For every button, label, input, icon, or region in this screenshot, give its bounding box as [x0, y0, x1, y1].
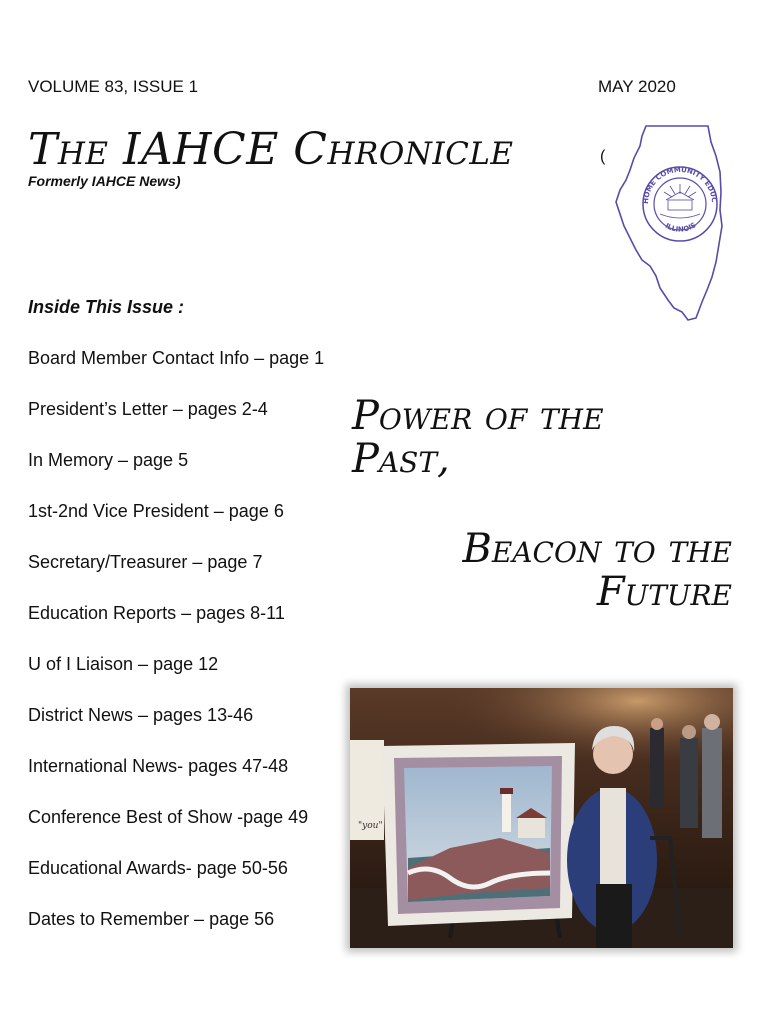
seal-bottom-text: ILLINOIS [663, 221, 698, 234]
theme-line-2: Past, [352, 436, 450, 482]
stray-paren: ( [600, 148, 606, 165]
toc-item: Dates to Remember – page 56 [28, 909, 275, 929]
toc-item: In Memory – page 5 [28, 450, 189, 470]
toc-item: Conference Best of Show -page 49 [28, 807, 309, 827]
toc-heading: Inside This Issue : [28, 297, 185, 317]
toc-item: President’s Letter – pages 2-4 [28, 399, 268, 419]
issue-date: MAY 2020 [598, 77, 676, 96]
theme-headline-top [352, 395, 732, 481]
theme-line-3: Beacon to the [462, 526, 732, 572]
theme-line-4: Future [596, 569, 732, 615]
toc-item: 1st-2nd Vice President – page 6 [28, 501, 284, 521]
toc-item: U of I Liaison – page 12 [28, 654, 219, 674]
theme-headline-bottom [352, 528, 732, 614]
toc-item: International News- pages 47-48 [28, 756, 289, 776]
volume-issue: VOLUME 83, ISSUE 1 [28, 77, 199, 96]
sign-text: "you" [358, 821, 383, 831]
illinois-map-seal-icon [612, 122, 734, 322]
table-of-contents [28, 348, 324, 960]
toc-item: Board Member Contact Info – page 1 [28, 348, 325, 368]
newsletter-subtitle: Formerly IAHCE News) [28, 173, 181, 189]
toc-item: District News – pages 13-46 [28, 705, 254, 725]
best-of-show-photo [350, 688, 733, 948]
seal-top-text: HOME COMMUNITY EDUC [641, 165, 719, 205]
newsletter-title: The IAHCE Chronicle [28, 124, 514, 175]
toc-item: Education Reports – pages 8-11 [28, 603, 285, 623]
toc-item: Educational Awards- page 50-56 [28, 858, 288, 878]
theme-line-1: Power of the [352, 393, 604, 439]
toc-item: Secretary/Treasurer – page 7 [28, 552, 263, 572]
